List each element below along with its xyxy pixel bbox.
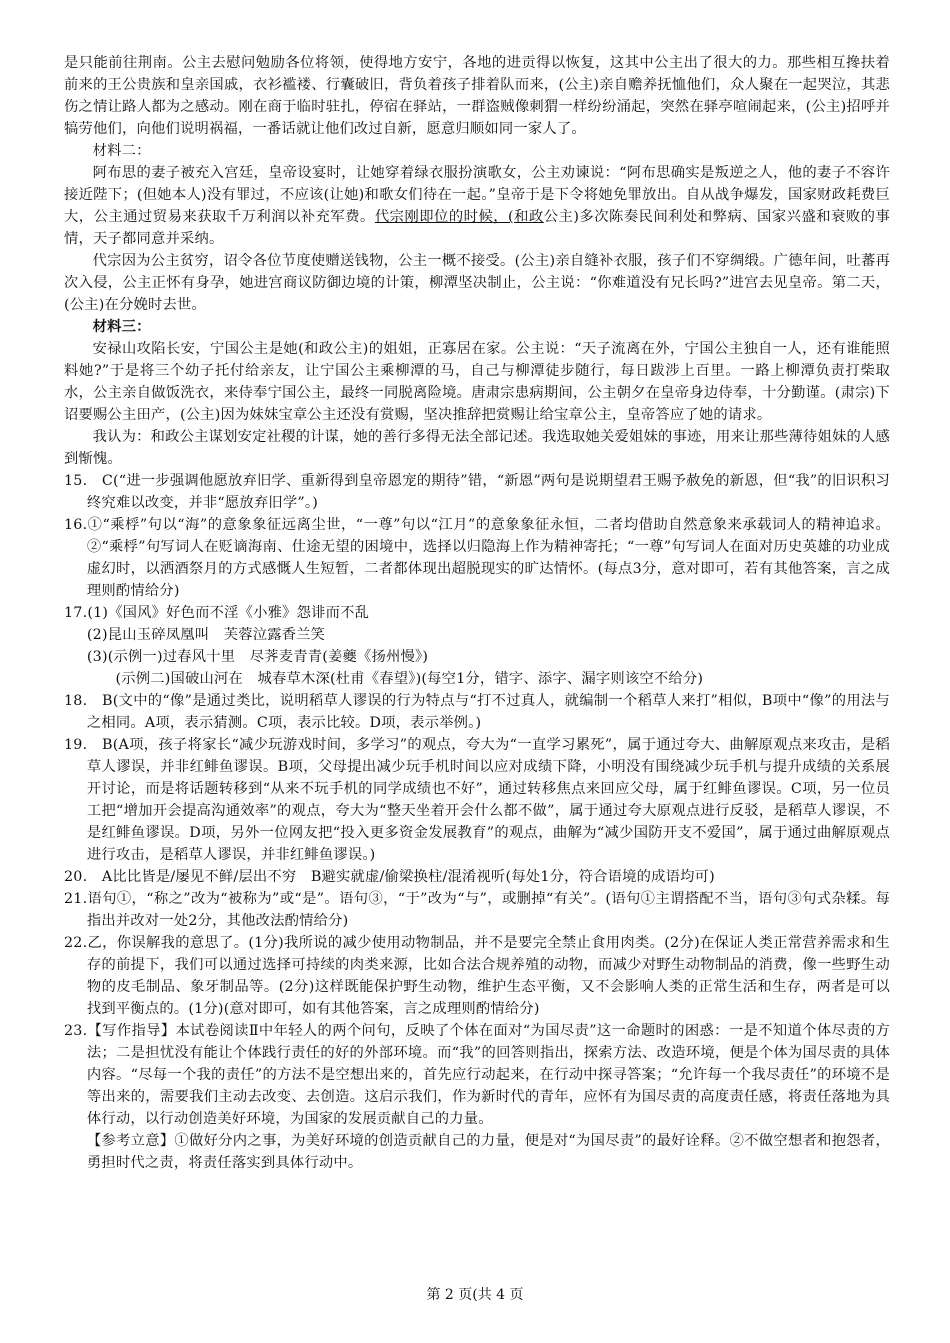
material1-tail: 是只能前往荆南。公主去慰问勉励各位将领，使得地方安宁，各地的进贡得以恢复，这其中公主出了很大的力。那些相互搀扶着前来的王公贵族和皇亲国戚，衣衫褴褛、行囊破旧，背负着孩子排着队而来，(公主)亲自赡养抚恤他们，众人聚在一起哭泣，其悲伤之情让路人都为之感动。刚在商于临时驻扎，停宿在驿站，一群盗贼像刺猬一样纷纷涌起，突然在驿亭喧闹起来，(公主)招呼并犒劳他们，向他们说明祸福，一番话就让他们改过自新，愿意归顺如同一家人了。 xyxy=(64,55,890,137)
material3-paragraph-1: 安禄山攻陷长安，宁国公主是她(和政公主)的姐姐，正寡居在家。公主说：“天子流离在外，宁国公主独自一人，还有谁能照料她?”于是将三个幼子托付给亲友，让宁国公主乘柳潭的马，自己与柳潭徒步随行，每日跋涉上百里。一路上柳潭负责打柴取水，公主亲自做饭洗衣，来侍奉宁国公主，最终一同脱离险境。唐肃宗患病期间，公主朝夕在皇帝身边侍奉，十分勤谨。(肃宗)下诏要赐公主田产，(公主)因为妹妹宝章公主还没有赏赐，坚决推辞把赏赐让给宝章公主，皇帝答应了她的请求。 xyxy=(64,341,890,423)
page-footer: 第 2 页(共 4 页 xyxy=(426,1287,524,1303)
answer-23-reference: 【参考立意】①做好分内之事，为美好环境的创造贡献自己的力量，便是对“为国尽责”的最好诠释。②不做空想者和抱怨者，勇担时代之责，将责任落实到具体行动中。 xyxy=(86,1133,890,1171)
material3-heading: 材料三： xyxy=(92,319,151,335)
answer-23-guide: 23.【写作指导】本试卷阅读Ⅱ中年轻人的两个问句，反映了个体在面对“为国尽责”这一命题时的困惑：一是不知道个体尽责的方法；二是担忧没有能让个体践行责任的好的外部环境。而“我”的回答则指出，探索方法、改造环境，便是个体为国尽责的具体内容。“尽每一个我的责任”的方法不是空想出来的，首先应行动起来，在行动中探寻答案；“允许每一个我尽责任”的环境不是等出来的，需要我们主动去改变、去创造。这启示我们，作为新时代的青年，应怀有为国尽责的高度责任感，将责任落地为具体行动，以行动创造美好环境，为国家的发展贡献自己的力量。 xyxy=(64,1023,890,1127)
material3-paragraph-2: 我认为：和政公主谋划安定社稷的计谋，她的善行多得无法全部记述。我选取她关爱姐妹的事迹，用来让那些薄待姐妹的人感到惭愧。 xyxy=(64,429,890,467)
answer-17-3: (3)(示例一)过春风十里 尽荠麦青青(姜夔《扬州慢》) xyxy=(86,649,429,665)
material2-text-a: 阿布思的妻子被充入宫廷，皇帝设宴时，让她穿着绿衣服扮演歌女，公主劝谏说：“阿布思确实是叛逆之人，他的妻子不容许接近陛下；(但她本人)没有罪过，不应该(让她)和歌女们待在一起。”皇帝于是下令将她免罪放出。自从战争爆发，国家财政耗费巨大，公主通过贸易来获取千万利润以补充军费。 xyxy=(64,165,890,225)
material2-paragraph-2: 代宗因为公主贫穷，诏令各位节度使赠送钱物，公主一概不接受。(公主)亲自缝补衣服，孩子们不穿绸缎。广德年间，吐蕃再次入侵，公主正怀有身孕，她进宫商议防御边境的计策，柳潭坚决制止，公主说：“你难道没有兄长吗?”进宫去见皇帝。第二天，(公主)在分娩时去世。 xyxy=(64,253,890,313)
answer-17-1: 17.(1)《国风》好色而不淫《小雅》怨诽而不乱 xyxy=(64,605,370,621)
material2-paragraph-1 xyxy=(64,162,890,250)
answer-16: 16.①“乘桴”句以“海”的意象象征远离尘世，“一尊”句以“江月”的意象象征永恒，二者均借助自然意象来承载词人的精神追求。②“乘桴”句写词人在贬谪海南、仕途无望的困境中，选择以归隐海上作为精神寄托；“一尊”句写词人在面对历史英雄的功业成虚幻时，以洒酒祭月的方式感慨人生短暂，二者都体现出超脱现实的旷达情怀。(每点3分，意对即可，若有其他答案，言之成理则酌情给分) xyxy=(64,517,890,599)
answer-17-3b: (示例二)国破山河在 城春草木深(杜甫《春望》)(每空1分，错字、添字、漏字则该空不给分) xyxy=(115,671,704,687)
answer-19: 19. B(A项，孩子将家长“减少玩游戏时间，多学习”的观点，夸大为“一直学习累死”，属于通过夸大、曲解原观点来攻击，是稻草人谬误，并非红鲱鱼谬误。B项，父母提出减少玩手机时间以应对成绩下降，小明没有围绕减少玩手机与提升成绩的关系展开讨论，而是将话题转移到“从来不玩手机的同学成绩也不好”，通过转移焦点来回应父母，属于红鲱鱼谬误。C项，另一位员工把“增加开会提高沟通效率”的观点，夸大为“整天坐着开会什么都不做”，属于通过夸大原观点进行反驳，是稻草人谬误，不是红鲱鱼谬误。D项，另外一位网友把“投入更多资金发展教育”的观点，曲解为“减少国防开支不爱国”，属于通过曲解原观点进行攻击，是稻草人谬误，并非红鲱鱼谬误。) xyxy=(64,737,890,863)
answer-17-2: (2)昆山玉碎凤凰叫 芙蓉泣露香兰笑 xyxy=(86,627,326,643)
answer-21: 21.语句①，“称之”改为“被称为”或“是”。语句③，“于”改为“与”，或删掉“有关”。(语句①主谓搭配不当，语句③句式杂糅。每指出并改对一处2分，其他改法酌情给分) xyxy=(64,891,890,929)
answer-15: 15. C(“进一步强调他愿放弃旧学、重新得到皇帝恩宠的期待”错，“新恩”两句是说期望君王赐予赦免的新恩，但“我”的旧识积习终究难以改变，并非“愿放弃旧学”。) xyxy=(64,473,890,511)
material2-text-b: 公主)多次陈奏民间利处和弊病、国家兴盛和衰败的事情，天子都同意并采纳。 xyxy=(64,209,890,247)
answer-page xyxy=(64,52,890,1174)
answer-20: 20. A比比皆是/屡见不鲜/层出不穷 B避实就虚/偷梁换柱/混淆视听(每处1分，符合语境的成语均可) xyxy=(64,869,715,885)
answer-22: 22.乙，你误解我的意思了。(1分)我所说的减少使用动物制品，并不是要完全禁止食用肉类。(2分)在保证人类正常营养需求和生存的前提下，我们可以通过选择可持续的肉类来源，比如合法合规养殖的动物，而减少对野生动物制品的消费，像一些野生动物的皮毛制品、象牙制品等。(2分)这样既能保护野生动物，维护生态平衡，又不会影响人类的正常生活和生存，两者是可以找到平衡点的。(1分)(意对即可，如有其他答案，言之成理则酌情给分) xyxy=(64,935,890,1017)
answer-18: 18. B(文中的“像”是通过类比，说明稻草人谬误的行为特点与“打不过真人，就编制一个稻草人来打”相似，B项中“像”的用法与之相同。A项，表示猜测。C项，表示比较。D项，表示举例。) xyxy=(64,693,890,731)
material2-underlined: 代宗刚即位的时候，(和政 xyxy=(374,209,544,225)
material2-heading: 材料二： xyxy=(92,143,151,159)
